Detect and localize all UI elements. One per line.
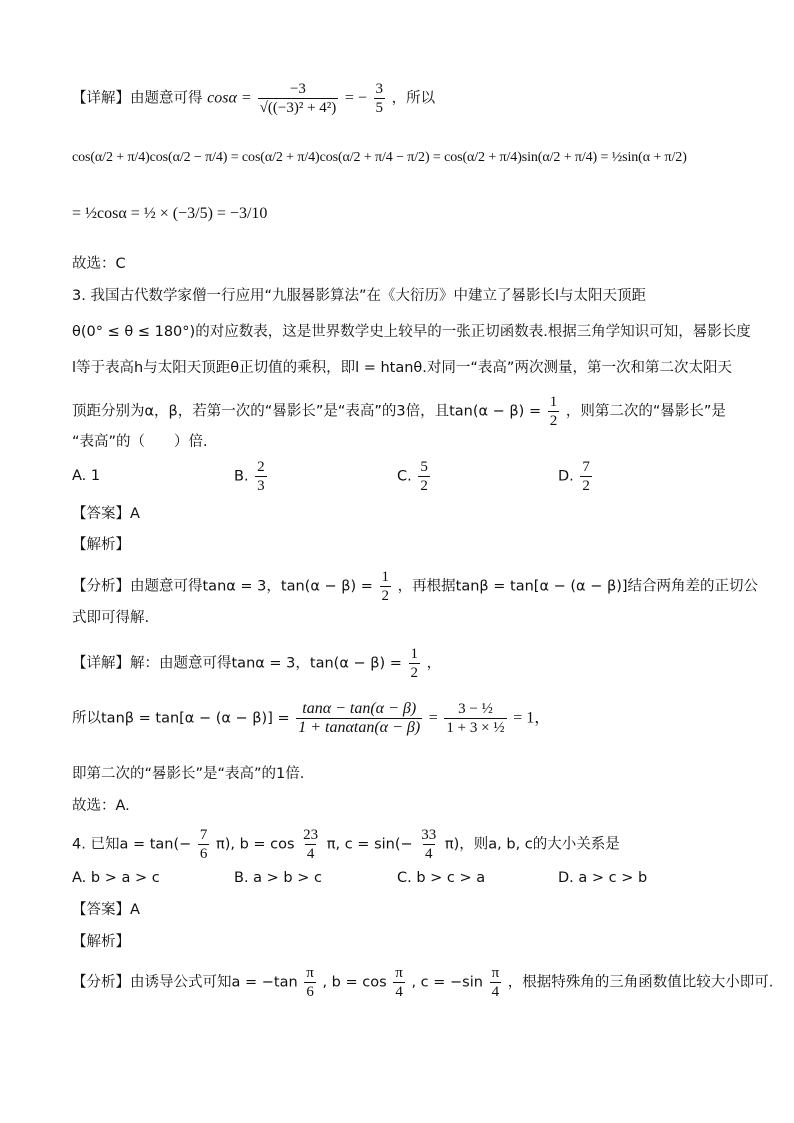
answer-3: 【答案】A (72, 506, 140, 522)
xiangjie-3: 【详解】解：由题意可得tanα = 3，tan(α − β) = $\frac{1}{2}$ ， (72, 646, 442, 681)
fraction: $\frac{-3}{\text{√((−3)² + 4²)}}$ (259, 81, 337, 116)
equation-2: = ½cosα = ½ × (−3/5) = −3/10 (72, 205, 268, 222)
conclusion-3: 即第二次的“晷影长”是“表高”的1倍. (72, 766, 305, 782)
detail-line-1: 【详解】由题意可得 cosα = $\frac{-3}{\text{√((−3)² + 4²)}}$ = − $\frac{3}{5}$ ，所以 (72, 81, 436, 116)
long-equation: cos(α/2 + π/4)cos(α/2 − π/4) = cos(α/2 + π/4)cos(α/2 + π/4 − π/2) = cos(α/2 + π/4)sin(α/2 + π/4) = ½sin(α + π/2) (72, 150, 687, 165)
fenxi-3: 【分析】由题意可得tanα = 3，tan(α − β) = $\frac{1}{2}$ ，再根据tanβ = tan[α − (α − β)]结合两角差的正切公 (72, 569, 759, 604)
q4-option-a: A. b > a > c (72, 870, 160, 886)
q3-option-d: D. $\frac{7}{2}$ (558, 459, 590, 494)
analysis-3: 【解析】 (72, 537, 130, 553)
q4-option-b: B. a > b > c (234, 870, 322, 886)
q4-line: 4. 已知a = tan(− $\frac{7}{6}$ π), b = cos $\frac{23}{4}$ π, c = sin(− $\frac{33}{4}$ π)，则a, b, c的大小关系是 (72, 827, 620, 862)
fenxi-4: 【分析】由诱导公式可知a = −tan $\frac{\pi}{6}$ , b = cos $\frac{\pi}{4}$ , c = −sin $\frac{\pi}{4}$ ，根据特殊角的三角函数值比较大小即可. (72, 965, 774, 1000)
cos-expr: cosα = (207, 89, 256, 107)
q3-line-4: 顶距分别为α，β，若第一次的“晷影长”是“表高”的3倍，且tan(α − β) = $\frac{1}{2}$ ，则第二次的“晷影长”是 (72, 394, 726, 429)
q4-option-c: C. b > c > a (397, 870, 486, 886)
analysis-4: 【解析】 (72, 934, 130, 950)
q4-option-d: D. a > c > b (558, 870, 648, 886)
answer-4: 【答案】A (72, 902, 140, 918)
fraction: $\frac{3}{5}$ (375, 81, 384, 116)
fenxi-3-line-2: 式即可得解. (72, 610, 150, 626)
detail-lead: 【详解】由题意可得 (72, 90, 203, 107)
q3-line-2: θ(0° ≤ θ ≤ 180°)的对应数表，这是世界数学史上较早的一张正切函数表.根据三角学知识可知，晷影长度 (72, 324, 751, 340)
q3-line-1: 3. 我国古代数学家僧一行应用“九服晷影算法”在《大衍历》中建立了晷影长l与太阳天顶距 (72, 288, 646, 304)
fraction: $\frac{1}{2}$ (549, 394, 558, 429)
q3-line-5: “表高”的（ ）倍. (72, 434, 208, 450)
q3-line-3: l等于表高h与太阳天顶距θ正切值的乘积，即l = htanθ.对同一“表高”两次测量，第一次和第二次太阳天 (72, 360, 732, 376)
q3-option-b: B. $\frac{2}{3}$ (234, 459, 265, 494)
q3-option-a: A. 1 (72, 468, 101, 484)
q3-option-c: C. $\frac{5}{2}$ (397, 459, 428, 494)
selection-1: 故选：C (72, 256, 126, 272)
selection-3: 故选：A. (72, 798, 130, 814)
so3-line: 所以tanβ = tan[α − (α − β)] = $\frac{\tan\alpha - \tan(\alpha - \beta)}{1 + \tan\alpha\tan(\alpha - \beta)}$ = $\frac{\text{3 − ½}}{\text{1 + 3 × ½}}$ = 1， (72, 700, 551, 736)
